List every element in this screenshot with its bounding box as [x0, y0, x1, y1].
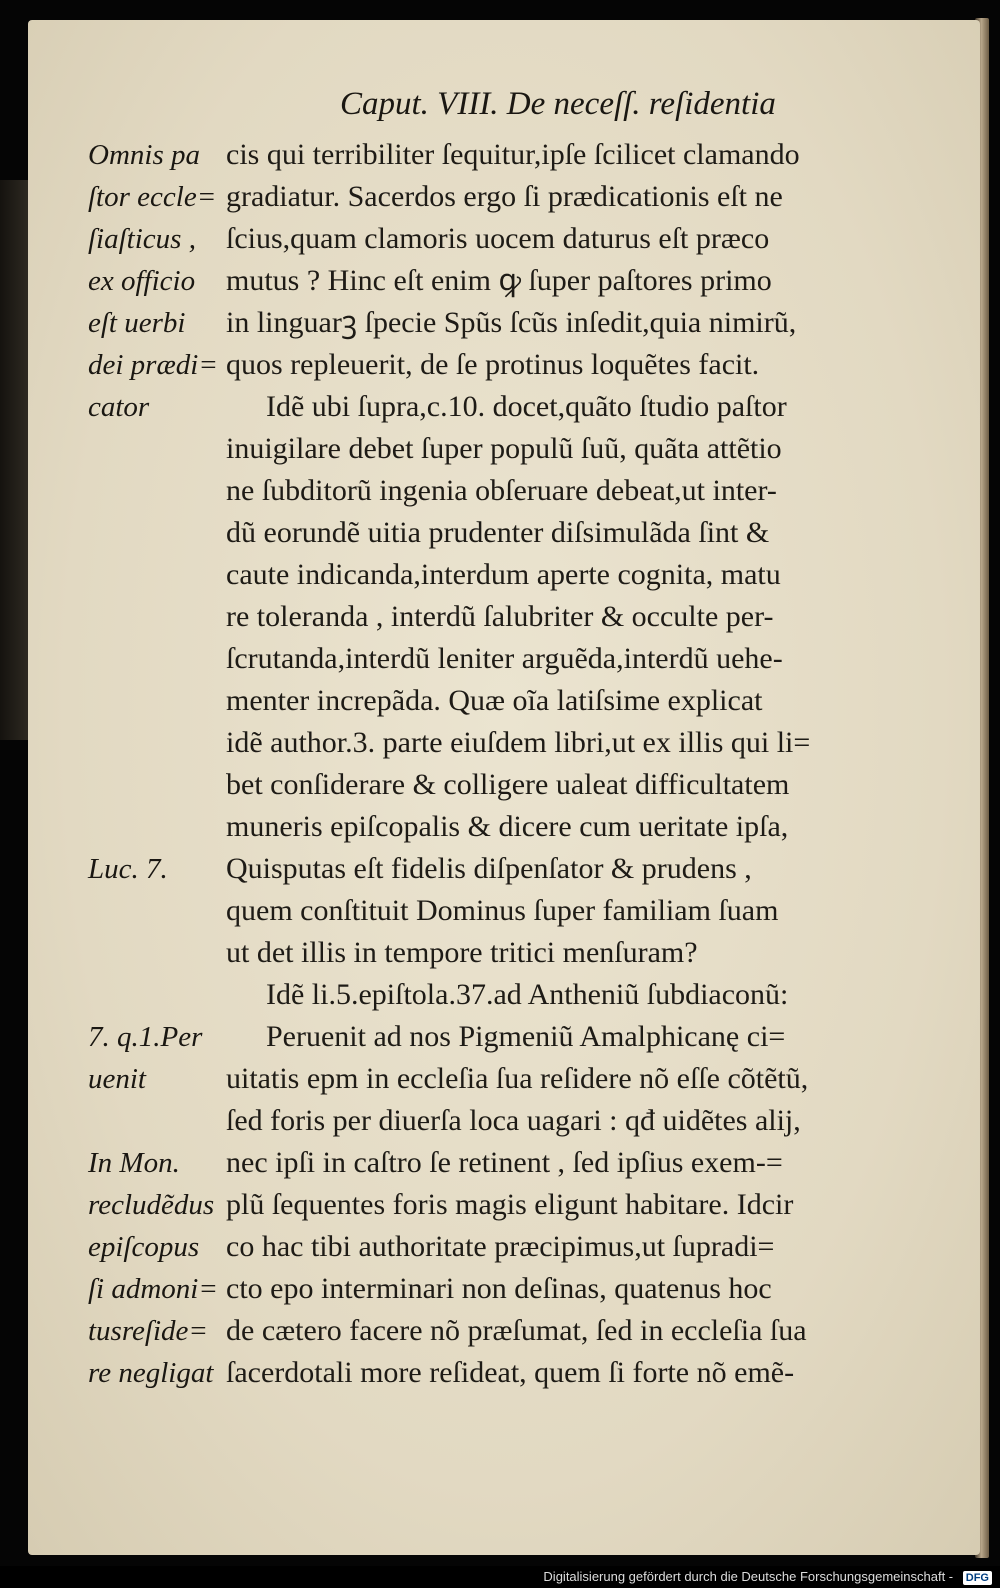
margin-note: In Mon. recludẽdus epiſcopus ſi admoni= tusreſide= re negligat — [88, 1147, 218, 1389]
text-line: dũ eorundẽ uitia prudenter diſsimulãda ſint & — [226, 516, 770, 549]
text-line: gradiatur. Sacerdos ergo ſi prædicationis eſt ne — [226, 180, 783, 213]
margin-note: 7. q.1.Per uenit — [88, 1021, 203, 1095]
text-line: Idẽ li.5.epiſtola.37.ad Antheniũ ſubdiaconũ: — [266, 978, 789, 1011]
text-line: Quisputas eſt fidelis diſpenſator & prudens , — [226, 852, 752, 885]
text-line: ſed foris per diuerſa loca uagari : qđ uidẽtes alĳ, — [226, 1104, 801, 1137]
text-line: de cætero facere nõ præſumat, ſed in eccleſia ſua — [226, 1314, 807, 1347]
text-line: ut det illis in tempore tritici menſuram? — [226, 936, 698, 969]
text-line: ſcrutanda,interdũ leniter arguẽda,interdũ uehe- — [226, 642, 783, 675]
adjacent-page-edge — [0, 180, 30, 740]
text-line: cis qui terribiliter ſequitur,ipſe ſcilicet clamando — [226, 138, 800, 171]
text-line: mutus ? Hinc eſt enim ꝙ ſuper paſtores primo — [226, 264, 772, 297]
body-text — [226, 134, 916, 1394]
dfg-logo: DFG — [963, 1571, 992, 1585]
text-line: nec ipſi in caſtro ſe retinent , ſed ipſius exem-= — [226, 1146, 783, 1179]
text-line: plũ ſequentes foris magis eligunt habitare. Idcir — [226, 1188, 794, 1221]
text-line: co hac tibi authoritate præcipimus,ut ſupradi= — [226, 1230, 775, 1263]
margin-note: Luc. 7. — [88, 853, 168, 885]
text-line: idẽ author.3. parte eiuſdem libri,ut ex illis qui li= — [226, 726, 811, 759]
credit-text: Digitalisierung gefördert durch die Deutsche Forschungsgemeinschaft - — [543, 1569, 954, 1584]
text-line: cto epo interminari non deſinas, quatenus hoc — [226, 1272, 772, 1305]
text-line: ne ſubditorũ ingenia obſeruare debeat,ut inter- — [226, 474, 777, 507]
text-line: Peruenit ad nos Pigmeniũ Amalphicanę ci= — [266, 1020, 786, 1053]
text-line: menter increpãda. Quæ oĩa latiſsime explicat — [226, 684, 763, 717]
text-line: uitatis epm in eccleſia ſua reſidere nõ eſſe cõtẽtũ, — [226, 1062, 809, 1095]
text-line: muneris epiſcopalis & dicere cum ueritate ipſa, — [226, 810, 789, 843]
margin-note: Omnis pa ſtor eccle= ſiaſticus , ex officio eſt uerbi dei prædi= cator — [88, 139, 218, 423]
digitization-credit — [0, 1566, 1000, 1588]
text-line: bet conſiderare & colligere ualeat difficultatem — [226, 768, 790, 801]
text-line: quos repleuerit, de ſe protinus loquẽtes facit. — [226, 348, 760, 381]
text-line: in linguarꝫ ſpecie Spũs ſcũs inſedit,quia nimirũ, — [226, 306, 797, 339]
running-header: Caput. VIII. De neceſſ. reſidentia — [340, 86, 776, 122]
text-line: inuigilare debet ſuper populũ ſuũ, quãta attẽtio — [226, 432, 782, 465]
text-line: re toleranda , interdũ ſalubriter & occulte per- — [226, 600, 774, 633]
text-line: ſacerdotali more reſideat, quem ſi forte nõ emẽ- — [226, 1356, 795, 1389]
text-line: caute indicanda,interdum aperte cognita, matu — [226, 558, 781, 591]
text-line: ſcius,quam clamoris uocem daturus eſt præco — [226, 222, 770, 255]
text-line: quem conſtituit Dominus ſuper familiam ſuam — [226, 894, 779, 927]
text-line: Idẽ ubi ſupra,c.10. docet,quãto ſtudio paſtor — [266, 390, 787, 423]
